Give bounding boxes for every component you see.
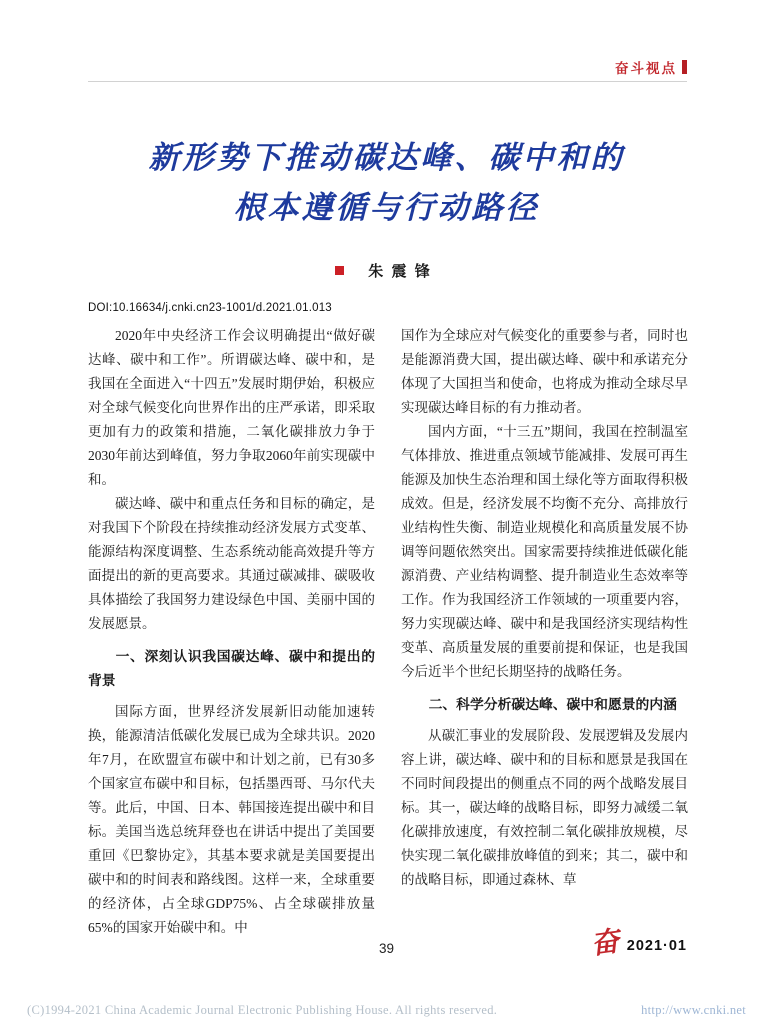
- section-heading-2: 二、科学分析碳达峰、碳中和愿景的内涵: [428, 697, 677, 712]
- author-row: [0, 260, 773, 281]
- left-column: [88, 300, 375, 940]
- title-line-1: 新形势下推动碳达峰、碳中和的: [148, 140, 625, 176]
- paragraph: 国际方面，世界经济发展新旧动能加速转换，能源清洁低碳化发展已成为全球共识。2020年7月，在欧盟宣布碳中和计划之前，已有30多个国家宣布碳中和目标，包括墨西哥、马尔代夫等。此后，中国、日本、韩国接连提出碳中和目标。美国当选总统拜登也在讲话中提出了美国要重回《巴黎协定》，其基本要求就是美国要提出碳中和的时间表和路线图。这样一来，全球重要的经济体，占全球GDP75%、占全球碳排放量65%的国家开始碳中和。中: [88, 704, 375, 935]
- right-column: [401, 300, 688, 940]
- paragraph: 2020年中央经济工作会议明确提出“做好碳达峰、碳中和工作”。所谓碳达峰、碳中和，是我国在全面进入“十四五”发展时期伊始，积极应对全球气候变化向世界作出的庄严承诺，即采取更加有力的政策和措施，二氧化碳排放力争于2030年前达到峰值，努力争取2060年前实现碳中和。: [88, 328, 375, 487]
- copyright-line: [27, 1003, 746, 1018]
- section-heading-1: 一、深刻认识我国碳达峰、碳中和提出的背景: [88, 649, 375, 688]
- section-label: 奋斗视点: [615, 61, 677, 76]
- issue-block: [588, 924, 687, 961]
- journal-logo-icon: 奋: [588, 924, 621, 961]
- author-name: 朱震锋: [368, 264, 438, 280]
- paragraph: 从碳汇事业的发展阶段、发展逻辑及发展内容上讲，碳达峰、碳中和的目标和愿景是我国在不同时间段提出的侧重点不同的两个战略发展目标。其一，碳达峰的战略目标，即努力减缓二氧化碳排放速度，有效控制二氧化碳排放规模，尽快实现二氧化碳排放峰值的到来；其二，碳中和的战略目标，即通过森林、草: [401, 728, 688, 887]
- article-body: [88, 300, 688, 940]
- section-header: [615, 57, 687, 77]
- author-marker-icon: [335, 266, 344, 275]
- paragraph: 国内方面，“十三五”期间，我国在控制温室气体排放、推进重点领域节能减排、发展可再生能源及加快生态治理和国土绿化等方面取得积极成效。但是，经济发展不均衡不充分、高排放行业结构性失衡、制造业规模化和高质量发展不协调等问题依然突出。国家需要持续推进低碳化能源消费、产业结构调整、提升制造业生态效率等工作。作为我国经济工作领域的一项重要内容，努力实现碳达峰、碳中和是我国经济实现结构性变革、高质量发展的重要前提和保证，也是我国今后近半个世纪长期坚持的战略任务。: [401, 424, 688, 679]
- section-bar-icon: [682, 60, 687, 74]
- doi-text: DOI:10.16634/j.cnki.cn23-1001/d.2021.01.013: [88, 302, 332, 314]
- paragraph: 碳达峰、碳中和重点任务和目标的确定，是对我国下个阶段在持续推动经济发展方式变革、能源结构深度调整、生态系统动能高效提升等方面提出的新的更高要求。其通过碳减排、碳吸收具体描绘了我国努力建设绿色中国、美丽中国的发展愿景。: [88, 496, 375, 631]
- paragraph-continuation: 国作为全球应对气候变化的重要参与者，同时也是能源消费大国，提出碳达峰、碳中和承诺充分体现了大国担当和使命，也将成为推动全球尽早实现碳达峰目标的有力推动者。: [401, 328, 688, 415]
- page-number: 39: [378, 941, 395, 956]
- article-title: [0, 133, 773, 233]
- copyright-text: (C)1994-2021 China Academic Journal Electronic Publishing House. All rights reserved.: [27, 1003, 498, 1017]
- cnki-url: http://www.cnki.net: [641, 1003, 746, 1017]
- header-rule: [88, 81, 687, 82]
- title-line-2: 根本遵循与行动路径: [233, 190, 540, 227]
- issue-number: 2021·01: [626, 938, 687, 954]
